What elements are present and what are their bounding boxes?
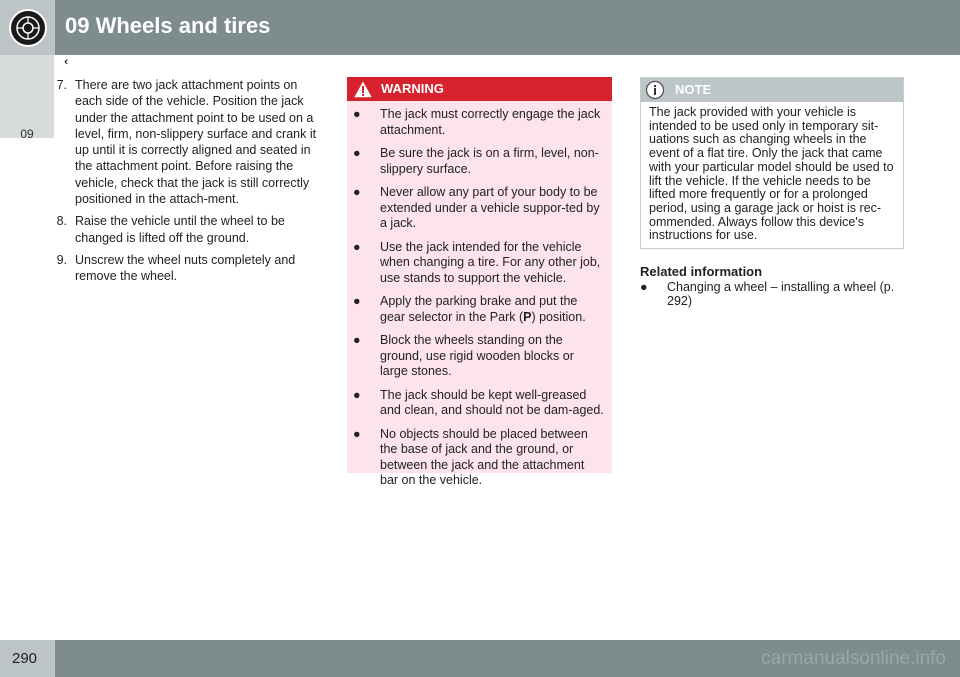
page-number-box	[0, 640, 55, 677]
watermark: carmanualsonline.info	[761, 648, 946, 669]
warning-item	[353, 388, 604, 419]
chapter-tab-label: 09	[20, 127, 34, 141]
page-header	[0, 0, 960, 55]
park-letter: P	[523, 309, 532, 324]
step-number: 9.	[56, 252, 67, 267]
related-information	[640, 264, 904, 308]
header-icon-box	[0, 0, 55, 55]
step-number: 7.	[56, 78, 67, 92]
warning-item-text: The jack should be kept well-greased and clean, and should not be dam-aged.	[380, 387, 604, 417]
warning-item-text	[380, 294, 604, 325]
page-footer	[0, 640, 960, 677]
warning-triangle-icon	[352, 79, 374, 99]
warning-item	[353, 427, 604, 489]
bullet-icon: ●	[353, 185, 361, 199]
page-title: 09 Wheels and tires	[65, 13, 271, 38]
step-text: Raise the vehicle until the wheel to be changed is lifted off the ground.	[75, 214, 285, 245]
continuation-marker: ‹‹	[64, 56, 66, 68]
bullet-icon: ●	[353, 146, 361, 160]
warning-title: WARNING	[381, 81, 444, 96]
wheel-icon	[8, 8, 48, 48]
warning-item-text: Block the wheels standing on the ground, use rigid wooden blocks or large stones.	[380, 333, 574, 378]
bullet-icon: ●	[640, 280, 648, 294]
bullet-icon: ●	[353, 239, 361, 254]
step-text: There are two jack attachment points on each side of the vehicle. Position the jack under the attachment point to be used on a level, firm, non-slippery surface and crank it up until it is correctly aligned and seated in the attachment point. Before raising the vehicle, check that the jack is still correctly positioned in the attach-ment.	[75, 78, 317, 207]
related-heading: Related information	[640, 264, 763, 279]
note-text: The jack provided with your vehicle is intended to be used only in temporary sit-uations such as changing wheels in the event of a flat tire. Only the jack that came with your particular model should be used to lift the vehicle. If the vehicle needs to be lifted more frequently or for a prolonged period, using a garage jack or hoist is rec-ommended. Always follow this device's instructions for use.	[649, 105, 894, 243]
note-header	[641, 78, 903, 102]
bullet-icon: ●	[353, 387, 361, 402]
step-item	[45, 252, 323, 285]
warning-item-text: The jack must correctly engage the jack attachment.	[380, 107, 601, 137]
warning-item	[353, 240, 604, 287]
note-title: NOTE	[675, 82, 712, 97]
related-link[interactable]	[640, 280, 904, 308]
warning-item-text: Never allow any part of your body to be extended under a vehicle suppor-ted by a jack.	[380, 185, 600, 230]
warning-header	[347, 77, 612, 101]
related-link-text[interactable]: Changing a wheel – installing a wheel (p. 292)	[667, 280, 895, 308]
bullet-icon: ●	[353, 107, 361, 121]
warning-item	[353, 146, 604, 177]
bullet-icon: ●	[353, 294, 361, 308]
warning-item-text-post: ) position.	[531, 309, 586, 324]
info-icon	[645, 80, 665, 100]
warning-item	[353, 294, 604, 325]
warning-item	[353, 185, 604, 232]
step-text: Unscrew the wheel nuts completely and remove the wheel.	[75, 252, 296, 284]
bullet-icon: ●	[353, 333, 361, 347]
warning-item	[353, 107, 604, 138]
warning-item	[353, 333, 604, 380]
steps-column	[45, 77, 323, 291]
step-number: 8.	[56, 214, 67, 229]
warning-item-text: Be sure the jack is on a firm, level, non-slippery surface.	[380, 146, 599, 176]
warning-list	[347, 107, 612, 489]
note-box	[640, 77, 904, 249]
warning-item-text: No objects should be placed between the base of jack and the ground, or between the jack and the attachment bar on the vehicle.	[380, 426, 588, 487]
step-item	[45, 213, 323, 246]
step-item	[45, 77, 323, 207]
warning-item-text: Use the jack intended for the vehicle when changing a tire. For any other job, use stands to support the vehicle.	[380, 239, 601, 285]
warning-item-text-pre: Apply the parking brake and put the gear selector in the Park (	[380, 294, 578, 324]
warning-box	[347, 77, 612, 487]
bullet-icon: ●	[353, 426, 361, 441]
page-number: 290	[12, 650, 38, 667]
